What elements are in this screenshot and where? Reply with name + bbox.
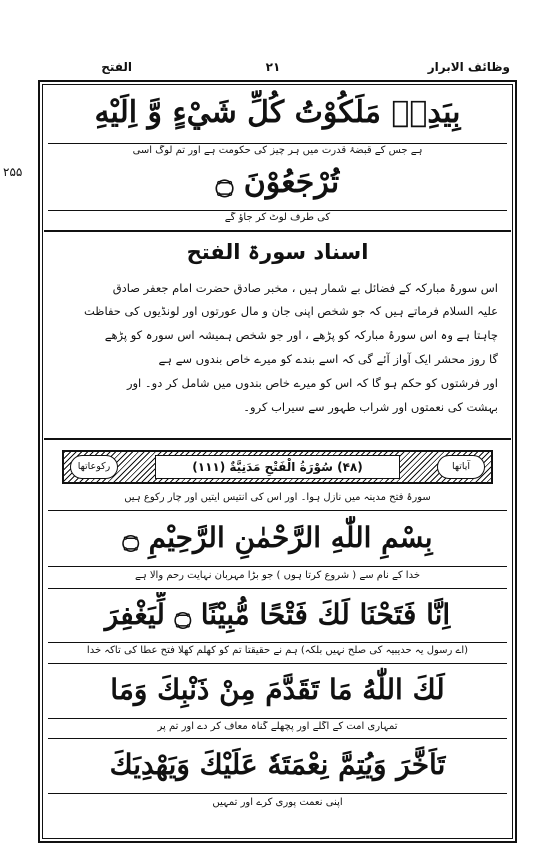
verse-translation-1: (اے رسول یہ حدیبیہ کی صلح نہیں بلکہ) ہم نے حقیقتاً تم کو کھلم کھلا فتح عطا کی تاکہ خدا [86, 645, 469, 656]
verse-translation-2: تمہاری امت کے اگلے اور پچھلے گناہ معاف کر دے اور تم پر [157, 721, 398, 732]
divider [44, 438, 511, 440]
divider [48, 663, 507, 664]
header-book-title: وظائف الابرار [427, 60, 510, 74]
section-title: اسناد سورۃ الفتح [186, 240, 369, 264]
paragraph-line-2: علیہ السلام فرماتے ہیں کہ جو شخص اپنی جان و مال عورتوں اور لونڈیوں کی حفاظت [84, 304, 498, 318]
arabic-line-1: بِيَدِهٖ مَلَكُوْتُ كُلِّ شَيْءٍ وَّ اِلَيْهِ [94, 95, 461, 130]
bismillah: بِسْمِ اللّٰهِ الرَّحْمٰنِ الرَّحِيْمِ ۝ [122, 521, 433, 554]
side-note: ۲۵۵ [3, 165, 23, 179]
paragraph-line-1: اس سورۂ مبارکہ کے فضائل بے شمار ہیں ، مخبر صادق حضرت امام جعفر صادق [112, 281, 498, 295]
surah-info: سورۂ فتح مدینہ میں نازل ہوا۔ اور اس کی انتیس آیتیں اور چار رکوع ہیں [124, 492, 431, 503]
urdu-translation-2: کی طرف لوٹ کر جاؤ گے [224, 212, 331, 223]
surah-banner-ruku: رکوعاتها [70, 455, 118, 479]
paragraph-line-3: چاہتا ہے وہ اس سورۂ مبارکہ کو پڑھے ، اور جو شخص ہمیشہ اس سورہ کو پڑھے [104, 328, 498, 342]
divider [48, 718, 507, 719]
verse-line-3: تَاَخَّرَ وَيُتِمَّ نِعْمَتَهٗ عَلَيْكَ وَيَهْدِيَكَ [109, 748, 446, 781]
divider [48, 642, 507, 643]
bismillah-translation: خدا کے نام سے ( شروع کرتا ہوں ) جو بڑا مہربان نہایت رحم والا ہے [134, 570, 421, 581]
verse-translation-3: اپنی نعمت پوری کرے اور تمہیں [212, 797, 343, 808]
paragraph-line-4: گا روز محشر ایک آواز آئے گی کہ اسے بندے کو میرے خاص بندوں سے ہے [158, 352, 498, 366]
urdu-translation-1: ہے جس کے قبضۂ قدرت میں ہر چیز کی حکومت ہے اور تم لوگ اُسی [132, 145, 423, 156]
surah-banner-title: (۴۸) سُوْرَةُ الْفَتْحِ مَدَنِيَّةٌ (۱۱۱) [155, 455, 400, 479]
divider [48, 588, 507, 589]
header-surah-name: الفتح [101, 60, 132, 74]
divider [48, 143, 507, 144]
divider [48, 566, 507, 567]
divider [48, 738, 507, 739]
arabic-line-2: تُرْجَعُوْنَ ۝ [215, 165, 340, 200]
verse-line-1: اِنَّا فَتَحْنَا لَكَ فَتْحًا مُّبِيْنًا ۝ لِّيَغْفِرَ [104, 598, 451, 631]
verse-line-2: لَكَ اللّٰهُ مَا تَقَدَّمَ مِنْ ذَنْبِكَ وَمَا [110, 673, 445, 706]
paragraph-line-5: اور فرشتوں کو حکم ہو گا کہ اس کو میرے خاص بندوں میں شامل کر دو۔ اور [126, 376, 498, 390]
page-number: ۲۱ [265, 60, 281, 74]
divider [48, 510, 507, 511]
divider [44, 230, 511, 232]
divider [48, 210, 507, 211]
paragraph-line-6: بہشت کی نعمتوں اور شراب طہور سے سیراب کرو۔ [243, 400, 498, 414]
surah-banner-ayat: آياتها [437, 455, 485, 479]
divider [48, 793, 507, 794]
